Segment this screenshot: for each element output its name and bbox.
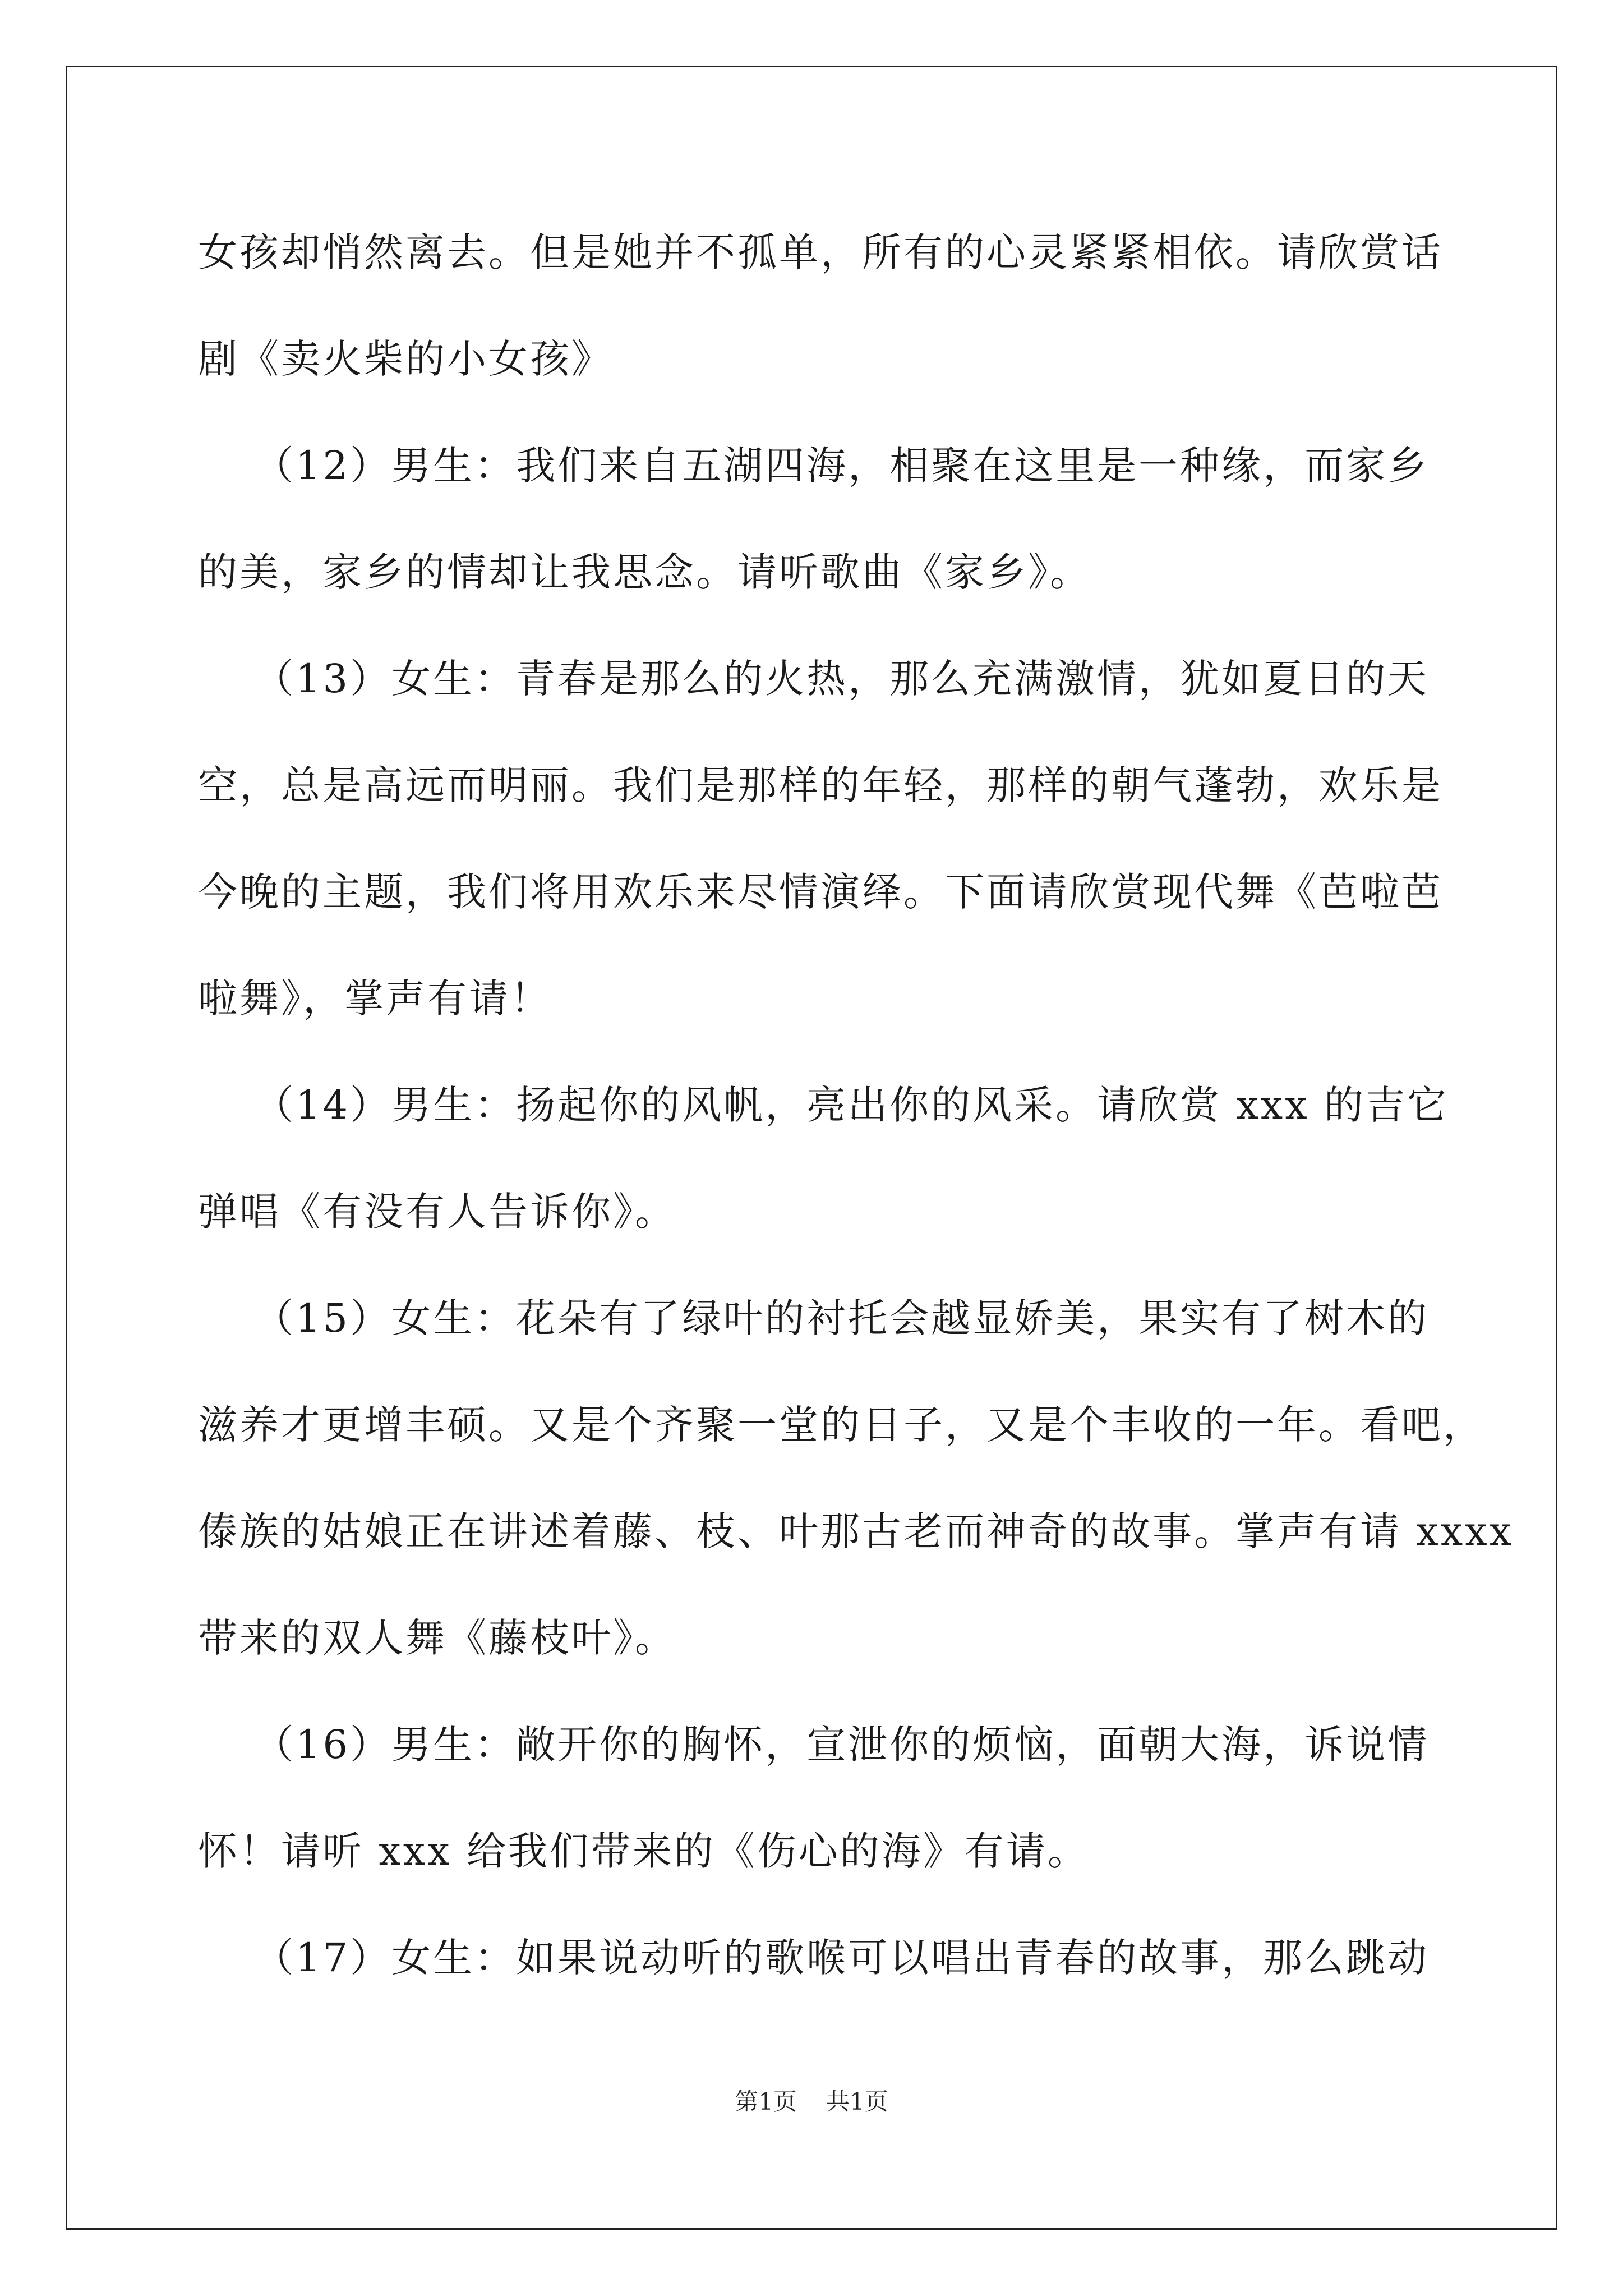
text-line: 弹唱《有没有人告诉你》。 [198,1189,676,1235]
text-line: 傣族的姑娘正在讲述着藤、枝、叶那古老而神奇的故事。掌声有请 xxxx [198,1508,1514,1554]
text-line: 怀！请听 xxx 给我们带来的《伤心的海》有请。 [198,1828,1089,1874]
page-number: 第1页 [735,2088,797,2115]
text-line: 带来的双人舞《藤枝叶》。 [198,1615,676,1661]
text-line: 今晚的主题，我们将用欢乐来尽情演绎。下面请欣赏现代舞《芭啦芭 [198,869,1443,915]
paragraph-15-line: （15）女生：花朵有了绿叶的衬托会越显娇美，果实有了树木的 [254,1295,1430,1341]
paragraph-13-line: （13）女生：青春是那么的火热，那么充满激情，犹如夏日的天 [254,656,1430,702]
text-line: 空，总是高远而明丽。我们是那样的年轻，那样的朝气蓬勃，欢乐是 [198,762,1443,808]
text-line: 滋养才更增丰硕。又是个齐聚一堂的日子，又是个丰收的一年。看吧， [198,1402,1484,1448]
paragraph-16-line: （16）男生：敞开你的胸怀，宣泄你的烦恼，面朝大海，诉说情 [254,1722,1430,1768]
text-line: 啦舞》，掌声有请！ [198,976,552,1022]
paragraph-12-line: （12）男生：我们来自五湖四海，相聚在这里是一种缘，而家乡 [254,443,1430,489]
page-footer [0,2088,1623,2116]
text-line: 剧《卖火柴的小女孩》 [198,336,613,382]
page-total: 共1页 [826,2088,888,2115]
text-line: 女孩却悄然离去。但是她并不孤单，所有的心灵紧紧相依。请欣赏话 [198,229,1443,275]
paragraph-14-line: （14）男生：扬起你的风帆，亮出你的风采。请欣赏 xxx 的吉它 [254,1082,1449,1128]
paragraph-17-line: （17）女生：如果说动听的歌喉可以唱出青春的故事，那么跳动 [254,1935,1430,1981]
text-line: 的美，家乡的情却让我思念。请听歌曲《家乡》。 [198,549,1091,595]
document-body [198,216,1514,2028]
